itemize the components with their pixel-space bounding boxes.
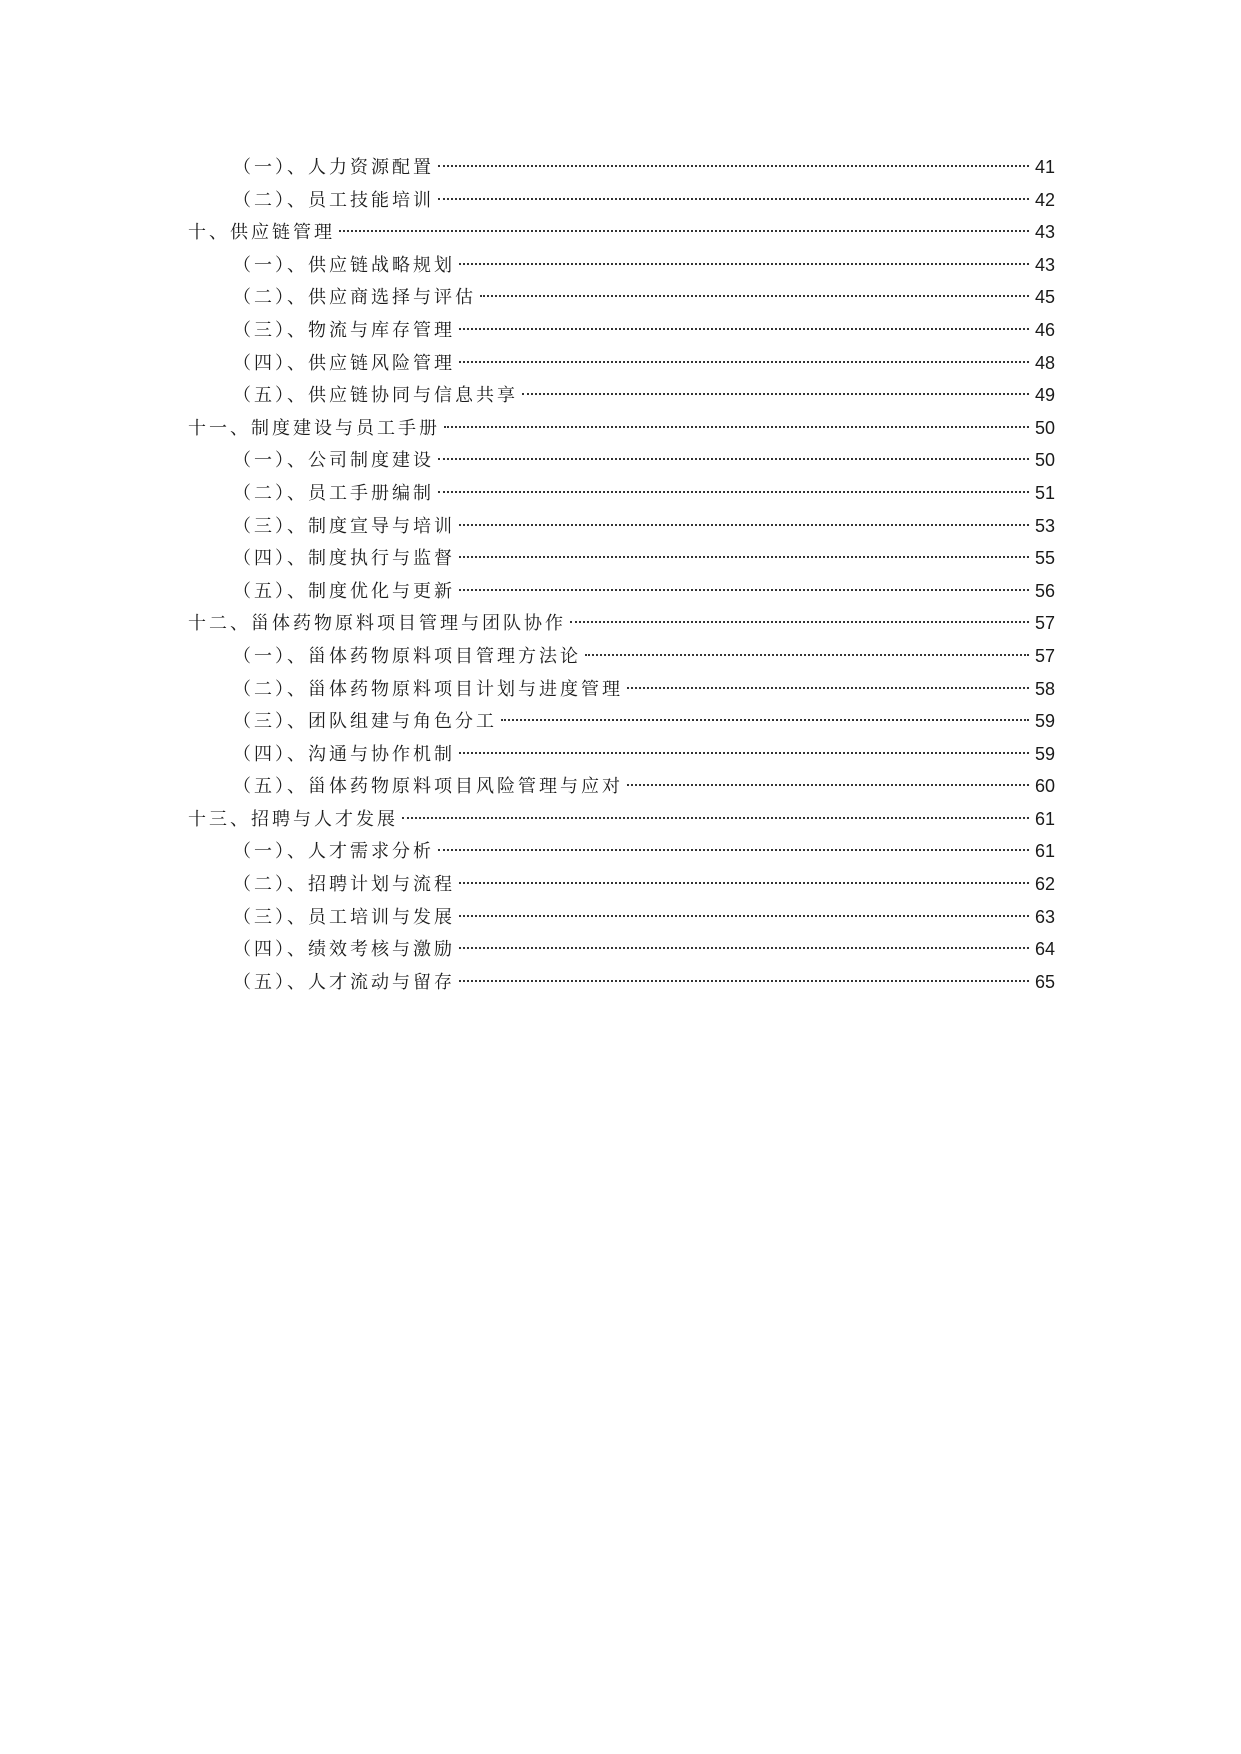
toc-dot-leader (438, 849, 1029, 851)
toc-entry-label: 十一、制度建设与员工手册 (188, 417, 440, 439)
toc-dot-leader (459, 947, 1029, 949)
toc-dot-leader (339, 230, 1029, 232)
toc-page-number: 61 (1034, 841, 1055, 862)
toc-page-number: 65 (1034, 971, 1055, 992)
toc-dot-leader (438, 458, 1029, 460)
toc-entry-label: （一）、公司制度建设 (233, 450, 434, 472)
toc-section-entry[interactable] (188, 281, 1055, 314)
toc-section-entry[interactable] (188, 966, 1055, 999)
toc-chapter-entry[interactable] (188, 412, 1055, 445)
toc-dot-leader (585, 654, 1029, 656)
toc-dot-leader (459, 915, 1029, 917)
toc-dot-leader (438, 165, 1029, 167)
toc-dot-leader (459, 263, 1029, 265)
toc-section-entry[interactable] (188, 314, 1055, 347)
toc-dot-leader (459, 589, 1029, 591)
toc-entry-label: （三）、员工培训与发展 (233, 906, 455, 928)
toc-entry-label: （四）、供应链风险管理 (233, 352, 455, 374)
toc-entry-label: （五）、甾体药物原料项目风险管理与应对 (233, 776, 623, 798)
toc-section-entry[interactable] (188, 249, 1055, 282)
toc-page-number: 53 (1034, 515, 1055, 536)
toc-chapter-entry[interactable] (188, 803, 1055, 836)
toc-dot-leader (459, 361, 1029, 363)
toc-page-number: 41 (1034, 157, 1055, 177)
toc-section-entry[interactable] (188, 770, 1055, 803)
toc-entry-label: （一）、人才需求分析 (233, 841, 434, 863)
toc-entry-label: （二）、员工技能培训 (233, 189, 434, 211)
toc-entry-label: （五）、制度优化与更新 (233, 580, 455, 602)
toc-page-number: 48 (1034, 352, 1055, 373)
toc-dot-leader (627, 784, 1029, 786)
toc-page-number: 43 (1034, 254, 1055, 275)
toc-page-number: 58 (1034, 678, 1055, 699)
toc-page-number: 50 (1034, 417, 1055, 438)
toc-section-entry[interactable] (188, 933, 1055, 966)
toc-page-number: 45 (1034, 287, 1055, 308)
toc-section-entry[interactable] (188, 542, 1055, 575)
toc-page-number: 60 (1034, 776, 1055, 797)
toc-chapter-entry[interactable] (188, 607, 1055, 640)
toc-section-entry[interactable] (188, 379, 1055, 412)
toc-page-number: 46 (1034, 319, 1055, 340)
toc-page-number: 42 (1034, 189, 1055, 210)
toc-page-number: 49 (1034, 385, 1055, 406)
toc-entry-label: （二）、供应商选择与评估 (233, 287, 476, 309)
toc-entry-label: （一）、甾体药物原料项目管理方法论 (233, 645, 581, 667)
toc-page-number: 56 (1034, 580, 1055, 601)
toc-section-entry[interactable] (188, 184, 1055, 217)
toc-page-number: 62 (1034, 874, 1055, 895)
toc-section-entry[interactable] (188, 347, 1055, 380)
toc-section-entry[interactable] (188, 738, 1055, 771)
toc-entry-label: 十二、甾体药物原料项目管理与团队协作 (188, 613, 566, 635)
toc-page-number: 57 (1034, 613, 1055, 634)
toc-entry-label: （四）、沟通与协作机制 (233, 743, 455, 765)
toc-page-number: 64 (1034, 939, 1055, 960)
toc-section-entry[interactable] (188, 640, 1055, 673)
toc-dot-leader (459, 752, 1029, 754)
toc-page-number: 61 (1034, 808, 1055, 829)
toc-section-entry[interactable] (188, 575, 1055, 608)
toc-entry-label: （三）、团队组建与角色分工 (233, 711, 497, 733)
toc-entry-label: （三）、物流与库存管理 (233, 319, 455, 341)
table-of-contents (188, 151, 1055, 998)
toc-page-number: 51 (1034, 482, 1055, 503)
toc-entry-label: （二）、甾体药物原料项目计划与进度管理 (233, 678, 623, 700)
toc-dot-leader (402, 817, 1029, 819)
toc-entry-label: （三）、制度宣导与培训 (233, 515, 455, 537)
toc-entry-label: 十三、招聘与人才发展 (188, 808, 398, 830)
toc-page-number: 57 (1034, 645, 1055, 666)
toc-section-entry[interactable] (188, 151, 1055, 184)
toc-page-number: 55 (1034, 548, 1055, 569)
toc-dot-leader (459, 328, 1029, 330)
toc-dot-leader (444, 426, 1029, 428)
toc-entry-label: （二）、员工手册编制 (233, 482, 434, 504)
toc-dot-leader (438, 198, 1029, 200)
toc-section-entry[interactable] (188, 901, 1055, 934)
toc-page-number: 50 (1034, 450, 1055, 471)
toc-dot-leader (501, 719, 1029, 721)
toc-section-entry[interactable] (188, 477, 1055, 510)
toc-section-entry[interactable] (188, 673, 1055, 706)
toc-entry-label: （四）、绩效考核与激励 (233, 939, 455, 961)
toc-entry-label: （四）、制度执行与监督 (233, 548, 455, 570)
toc-entry-label: 十、供应链管理 (188, 222, 335, 244)
toc-section-entry[interactable] (188, 510, 1055, 543)
toc-section-entry[interactable] (188, 705, 1055, 738)
toc-chapter-entry[interactable] (188, 216, 1055, 249)
toc-page-number: 43 (1034, 222, 1055, 243)
toc-dot-leader (459, 882, 1029, 884)
toc-section-entry[interactable] (188, 835, 1055, 868)
toc-page-number: 63 (1034, 906, 1055, 927)
toc-page-number: 59 (1034, 743, 1055, 764)
toc-section-entry[interactable] (188, 868, 1055, 901)
toc-dot-leader (522, 393, 1029, 395)
toc-entry-label: （一）、人力资源配置 (233, 157, 434, 178)
toc-dot-leader (459, 980, 1029, 982)
toc-dot-leader (570, 621, 1029, 623)
toc-dot-leader (438, 491, 1029, 493)
toc-entry-label: （五）、供应链协同与信息共享 (233, 385, 518, 407)
toc-dot-leader (459, 556, 1029, 558)
toc-dot-leader (459, 524, 1029, 526)
toc-entry-label: （五）、人才流动与留存 (233, 971, 455, 993)
toc-entry-label: （二）、招聘计划与流程 (233, 874, 455, 896)
toc-page-number: 59 (1034, 711, 1055, 732)
toc-section-entry[interactable] (188, 444, 1055, 477)
toc-dot-leader (480, 295, 1029, 297)
toc-entry-label: （一）、供应链战略规划 (233, 254, 455, 276)
toc-dot-leader (627, 687, 1029, 689)
